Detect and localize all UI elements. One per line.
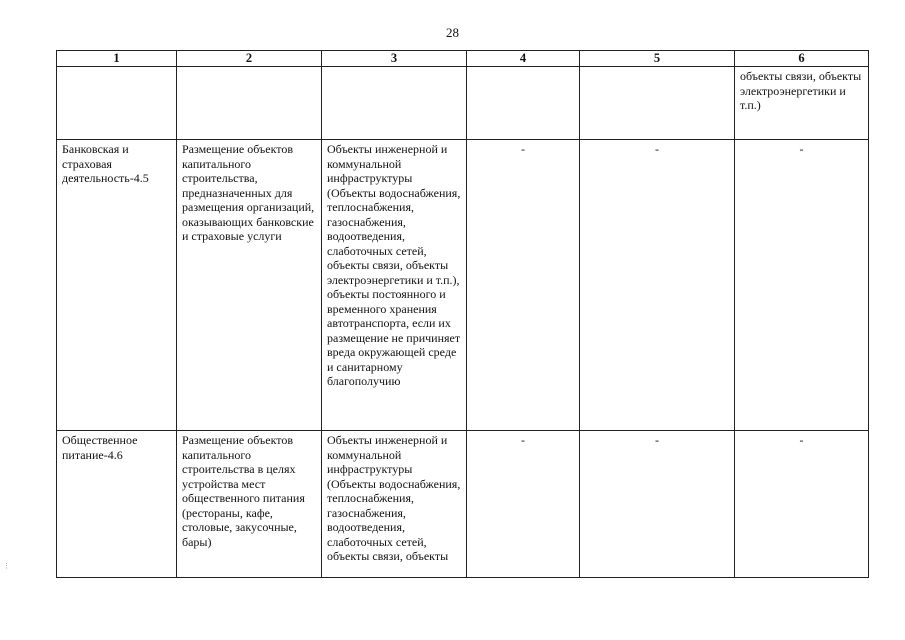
table-cell bbox=[580, 67, 735, 140]
table-cell-description bbox=[177, 140, 322, 431]
table-cell bbox=[177, 67, 322, 140]
table-cell-col6: - bbox=[735, 431, 869, 578]
table-cell-col6: - bbox=[735, 140, 869, 431]
cell-text: Размещение объектов капитального строительства в целях устройства мест общественного питания (рестораны, кафе, столовые, закусочные, бары) bbox=[182, 433, 305, 549]
column-header-3: 3 bbox=[322, 51, 467, 67]
table-cell-auxiliary-uses bbox=[322, 431, 467, 578]
cell-text: Размещение объектов капитального строительства, предназначенных для размещения организаций, оказывающих банковские и страховые услуги bbox=[182, 142, 315, 243]
table-cell-col5: - bbox=[580, 140, 735, 431]
column-header-1: 1 bbox=[57, 51, 177, 67]
column-header-6: 6 bbox=[735, 51, 869, 67]
table-cell bbox=[57, 67, 177, 140]
column-header-4: 4 bbox=[467, 51, 580, 67]
table-cell-use-type bbox=[57, 140, 177, 431]
column-header-5: 5 bbox=[580, 51, 735, 67]
scan-margin-mark: ⋮ bbox=[3, 562, 10, 570]
land-use-table bbox=[56, 50, 869, 578]
table-cell-auxiliary-uses bbox=[322, 140, 467, 431]
table-cell-col5: - bbox=[580, 431, 735, 578]
table-row-continuation bbox=[57, 67, 869, 140]
table-cell-use-type bbox=[57, 431, 177, 578]
cell-text: Общественное питание-4.6 bbox=[62, 433, 138, 462]
table-header-row bbox=[57, 51, 869, 67]
table-row-catering bbox=[57, 431, 869, 578]
cell-text: Банковская и страховая деятельность-4.5 bbox=[62, 142, 149, 185]
table-cell-col4: - bbox=[467, 431, 580, 578]
table-cell bbox=[467, 67, 580, 140]
table-row-banking bbox=[57, 140, 869, 431]
cell-text: Объекты инженерной и коммунальной инфраструктуры (Объекты водоснабжения, теплоснабжения, газоснабжения, водоотведения, слаботочных сетей, объекты связи, объекты электроэнергетики и т.п.), объекты постоянного и временного хранения автотранспорта, если их размещение не причиняет вреда окружающей среде и санитарному благополучию bbox=[327, 142, 461, 388]
page-number: 28 bbox=[446, 25, 459, 40]
table-cell-description bbox=[177, 431, 322, 578]
column-header-2: 2 bbox=[177, 51, 322, 67]
cell-text: Объекты инженерной и коммунальной инфраструктуры (Объекты водоснабжения, теплоснабжения, газоснабжения, водоотведения, слаботочных сетей, объекты связи, объекты bbox=[327, 433, 461, 563]
table-cell bbox=[322, 67, 467, 140]
table-cell-col4: - bbox=[467, 140, 580, 431]
table-cell-col6: объекты связи, объекты электроэнергетики и т.п.) bbox=[735, 67, 869, 140]
